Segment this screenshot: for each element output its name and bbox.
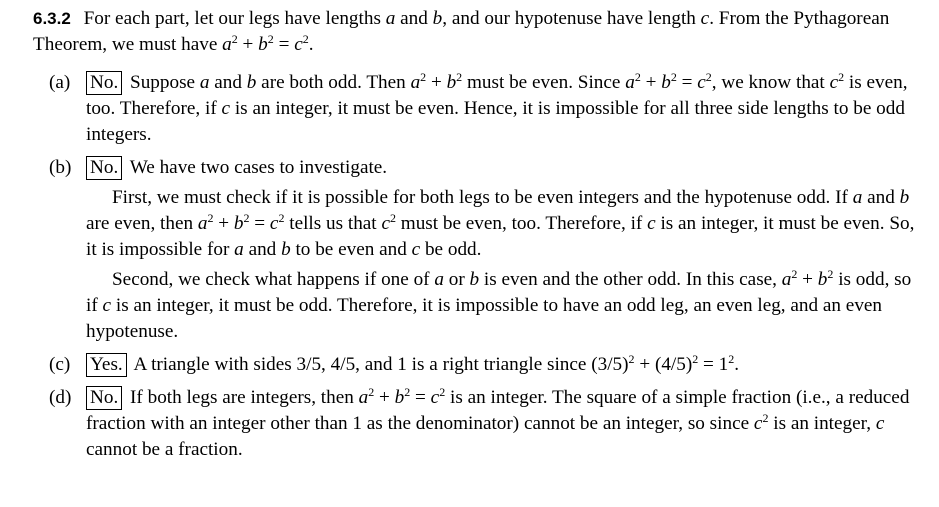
text-run: A triangle with sides 3/5, 4/5, and 1 is a right triangle since (3/5) [133, 354, 629, 375]
math-variable: a [434, 269, 444, 290]
text-run: is odd, so if [86, 269, 912, 316]
answer-box: No. [86, 71, 122, 95]
text-run: + [640, 72, 662, 93]
text-run: We have two cases to investigate. [129, 157, 388, 178]
math-variable: a [222, 34, 232, 55]
exponent: 2 [456, 70, 463, 84]
answer-box: No. [86, 156, 122, 180]
math-variable: a [781, 269, 792, 290]
text-run: + [374, 387, 395, 408]
math-expression [411, 72, 463, 93]
text-run: = 1 [698, 354, 729, 375]
math-variable: b [281, 239, 291, 260]
exponent: 2 [439, 385, 446, 399]
exponent: 2 [705, 70, 712, 84]
math-variable: c [829, 72, 839, 93]
exponent: 2 [670, 70, 677, 84]
text-run: = [273, 34, 295, 55]
exponent: 2 [728, 352, 735, 366]
math-variable: b [661, 72, 671, 93]
math-variable: c [102, 295, 112, 316]
math-expression [782, 269, 834, 290]
text-run: must be even. Since [466, 72, 621, 93]
text-run: , and our hypotenuse have length [442, 8, 696, 29]
exponent: 2 [389, 211, 396, 225]
math-variable: b [394, 387, 405, 408]
math-variable: b [469, 269, 480, 290]
math-variable: c [411, 239, 421, 260]
exponent: 2 [404, 385, 411, 399]
text-run: is an integer, it must be even. So, it is impossible for [86, 213, 915, 260]
text-run: Second, we check what happens if one of [112, 269, 430, 290]
exponent: 2 [368, 385, 375, 399]
problem-number: 6.3.2 [33, 9, 71, 28]
exponent: 2 [420, 70, 427, 84]
text-run: is an integer, it must be odd. Therefore, it is impossible to have an odd leg, an even leg, and an even hypotenuse. [86, 295, 883, 342]
text-run: . From the Pythagorean Theorem, we must have [33, 8, 890, 55]
text-run: + [797, 269, 818, 290]
text-run: and [214, 72, 242, 93]
part-label: (b) [49, 157, 72, 178]
math-variable: c [700, 8, 710, 29]
exponent: 2 [207, 211, 214, 225]
math-expression [830, 72, 845, 93]
exponent: 2 [231, 32, 238, 46]
math-expression [625, 72, 712, 93]
text-run: + (4/5) [634, 354, 693, 375]
math-variable: a [234, 239, 244, 260]
math-variable: c [269, 213, 279, 234]
math-variable: a [410, 72, 421, 93]
math-variable: a [358, 387, 369, 408]
text-run: and [400, 8, 428, 29]
text-run: and [867, 187, 895, 208]
text-run: are even, then [86, 213, 194, 234]
math-variable: c [875, 413, 885, 434]
math-variable: a [199, 72, 210, 93]
case-two-paragraph [86, 267, 923, 345]
text-run: tells us that [289, 213, 377, 234]
math-variable: a [625, 72, 635, 93]
exponent: 2 [791, 267, 798, 281]
math-variable: b [432, 8, 443, 29]
text-run: = [676, 72, 698, 93]
text-run: . [734, 354, 740, 375]
math-variable: b [817, 269, 828, 290]
exponent: 2 [278, 211, 285, 225]
math-variable: b [446, 72, 457, 93]
text-run: or [448, 269, 465, 290]
exponent: 2 [762, 411, 769, 425]
math-variable: c [381, 213, 390, 234]
exponent: 2 [302, 32, 309, 46]
text-run: First, we must check if it is possible for both legs to be even integers and the hypotenuse odd. If [112, 187, 848, 208]
text-run: , we know that [711, 72, 825, 93]
exponent: 2 [267, 32, 274, 46]
text-run: is an integer, [773, 413, 872, 434]
math-variable: a [852, 187, 863, 208]
text-run: be odd. [424, 239, 482, 260]
math-variable: c [753, 413, 763, 434]
text-run: must be even, too. Therefore, if [400, 213, 643, 234]
math-variable: a [385, 8, 396, 29]
part-label: (c) [49, 354, 71, 375]
math-variable: b [258, 34, 268, 55]
math-variable: b [899, 187, 910, 208]
math-variable: c [430, 387, 440, 408]
exponent: 2 [838, 70, 845, 84]
text-run: + [237, 34, 259, 55]
exponent: 2 [827, 267, 834, 281]
math-variable: c [647, 213, 656, 234]
math-expression [359, 387, 446, 408]
math-expression [754, 413, 769, 434]
math-variable: c [697, 72, 706, 93]
part-b [33, 155, 923, 345]
math-variable: c [221, 98, 231, 119]
text-run: is even, too. Therefore, if [86, 72, 908, 119]
case-one-paragraph [86, 185, 923, 263]
text-run: and [248, 239, 277, 260]
text-run: cannot be a fraction. [86, 439, 243, 460]
math-variable: b [246, 72, 257, 93]
part-a [33, 70, 923, 148]
text-run: = [249, 213, 270, 234]
part-label: (a) [49, 72, 71, 93]
exponent: 2 [634, 70, 641, 84]
exponent: 2 [243, 211, 250, 225]
solution-page [33, 6, 923, 470]
text-run: For each part, let our legs have lengths [83, 8, 381, 29]
part-d [33, 385, 923, 463]
math-variable: c [294, 34, 303, 55]
math-variable: b [233, 213, 244, 234]
text-run: = [410, 387, 431, 408]
text-run: is an integer. The square of a simple fraction (i.e., a reduced fraction with an integer other than 1 as the denominator) cannot be an integer, so since [86, 387, 910, 434]
text-run: to be even and [295, 239, 407, 260]
exponent: 2 [628, 352, 635, 366]
pythagorean-equation: $a^2 + b^2 = c^2$. [222, 32, 314, 55]
math-expression [198, 213, 285, 234]
part-c [33, 352, 923, 378]
exponent: 2 [692, 352, 699, 366]
answer-box: Yes. [86, 353, 127, 377]
text-run: Suppose [130, 72, 196, 93]
text-run: + [426, 72, 447, 93]
math-expression [381, 213, 396, 234]
part-label: (d) [49, 387, 72, 408]
answer-box: No. [86, 386, 122, 410]
text-run: is even and the other odd. In this case, [483, 269, 777, 290]
problem-statement [33, 6, 923, 58]
text-run: If both legs are integers, then [130, 387, 354, 408]
text-run: are both odd. Then [261, 72, 406, 93]
math-variable: a [197, 213, 208, 234]
text-run: is an integer, it must be even. Hence, it is impossible for all three side lengths to be odd integers. [86, 98, 905, 145]
text-run: + [213, 213, 234, 234]
